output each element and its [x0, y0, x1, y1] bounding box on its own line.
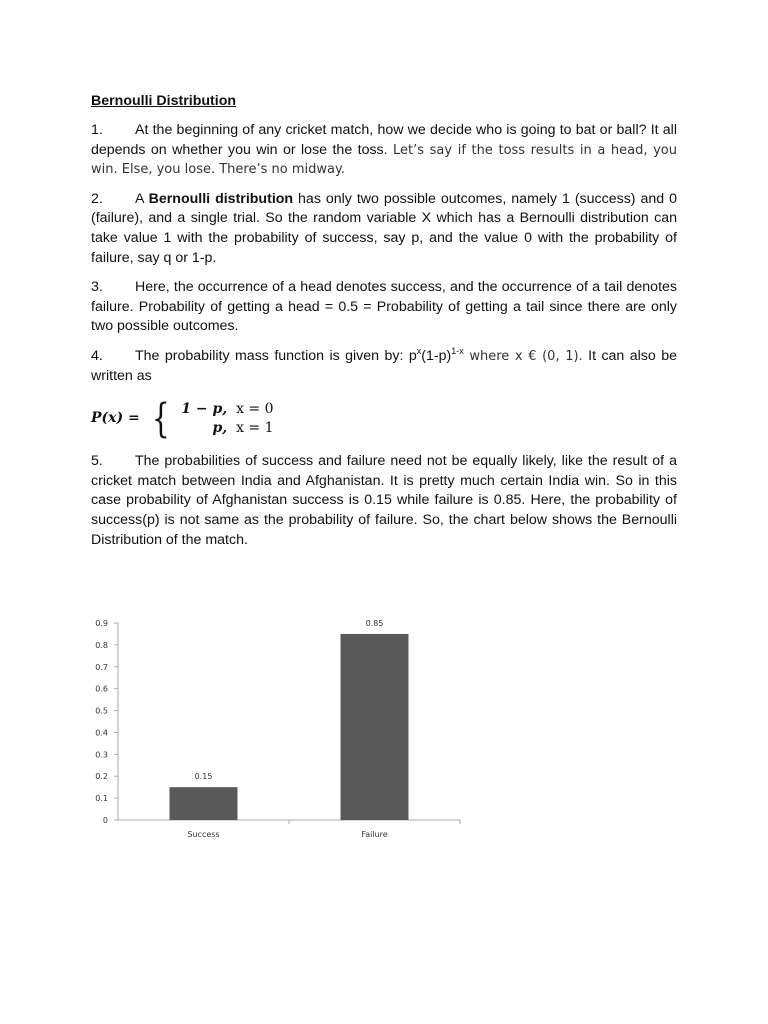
- case-condition: x = 0: [227, 401, 274, 418]
- paragraph-1: [91, 121, 677, 180]
- paragraph-4: [91, 347, 677, 386]
- y-tick-label: 0.5: [95, 706, 108, 716]
- paragraph-number: 2.: [91, 190, 103, 207]
- paragraph-text: A: [135, 190, 149, 207]
- y-tick-label: 0.7: [95, 662, 108, 672]
- paragraph-number: 4.: [91, 347, 103, 364]
- paragraph-text: The probability mass function is given by: p: [135, 347, 417, 364]
- paragraph-text: At the beginning of any cricket match, how we decide who is going to bat or ball? It all depends on whether you win or lose the toss.: [91, 122, 677, 158]
- paragraph-number: 1.: [91, 122, 103, 138]
- superscript: x: [416, 345, 422, 356]
- paragraph-text-light: Let’s say if the toss results in a head, you win. Else, you lose. There’s no midway.: [91, 142, 677, 178]
- bernoulli-bar-chart: [80, 605, 480, 845]
- page-title: Bernoulli Distribution: [91, 93, 237, 109]
- data-label: 0.15: [194, 772, 213, 782]
- paragraph-number: 5.: [91, 453, 103, 470]
- document-page: [91, 92, 677, 560]
- data-label: 0.85: [365, 618, 384, 628]
- paragraph-text: (1-p): [421, 347, 452, 364]
- superscript: 1-x: [451, 345, 464, 356]
- paragraph-text-light: where x € (0, 1).: [463, 348, 583, 364]
- paragraph-text: has only two possible outcomes, namely 1 (success) and 0 (failure), and a single trial. So the random variable X which has a Bernoulli distribution can take value 1 with the probability of success, say p, and the value 0 with the probability of failure, say q or 1-p.: [91, 190, 677, 266]
- formula-case-2: [175, 419, 273, 438]
- x-tick-label: Success: [187, 830, 220, 839]
- y-tick-label: 0.3: [95, 750, 108, 760]
- y-tick-label: 0.8: [95, 640, 108, 650]
- paragraph-3: [91, 278, 677, 337]
- y-tick-label: 0.6: [95, 684, 108, 694]
- paragraph-text: Here, the occurrence of a head denotes success, and the occurrence of a tail denotes failure. Probability of getting a head = 0.5 = Probability of getting a tail since there are only two possible outcomes.: [91, 279, 677, 335]
- x-tick-label: Failure: [361, 830, 388, 839]
- bar-failure: [341, 634, 409, 820]
- y-tick-label: 0: [102, 816, 108, 825]
- y-tick-label: 0.1: [95, 794, 108, 804]
- y-tick-label: 0.4: [95, 728, 108, 738]
- paragraph-text: It can also be written as: [91, 347, 677, 384]
- formula-brace: {: [151, 396, 170, 443]
- paragraph-text: The probabilities of success and failure need not be equally likely, like the result of a cricket match between India and Afghanistan. It is pretty much certain India win. So in this case probability of Afghanistan success is 0.15 while failure is 0.85. Here, the probability of success(p) is not same as the probability of failure. So, the chart below shows the Bernoulli Distribution of the match.: [91, 453, 677, 548]
- pmf-formula: [91, 396, 677, 442]
- y-tick-label: 0.9: [95, 619, 108, 628]
- paragraph-2: [91, 190, 677, 268]
- paragraph-number: 3.: [91, 279, 103, 296]
- formula-case-1: [175, 400, 273, 419]
- case-expression: p,: [212, 420, 228, 437]
- paragraph-5: [91, 452, 677, 550]
- case-expression: 1 − p,: [181, 401, 228, 418]
- bar-success: [170, 787, 238, 820]
- bold-term: Bernoulli distribution: [148, 190, 294, 207]
- formula-lhs: P(x) =: [91, 410, 140, 427]
- formula-cases: [175, 400, 273, 438]
- y-tick-label: 0.2: [95, 772, 108, 782]
- case-condition: x = 1: [227, 420, 274, 437]
